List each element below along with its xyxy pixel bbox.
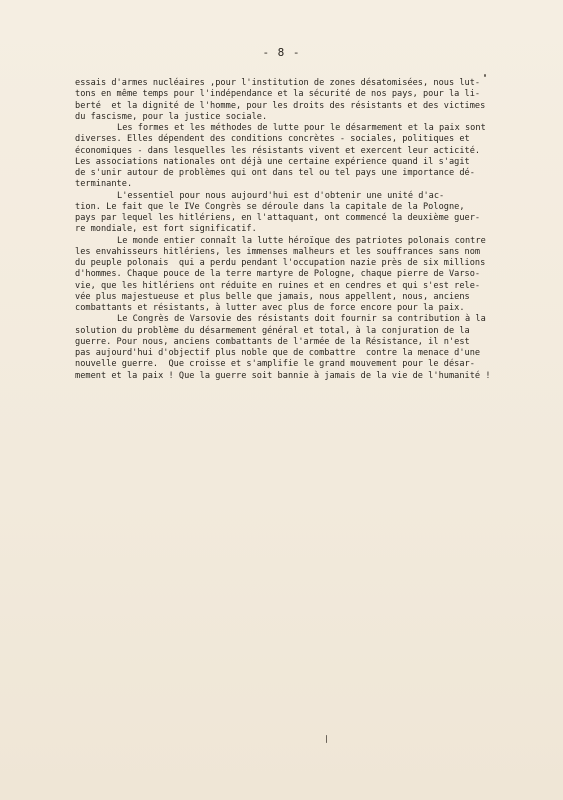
text-line: diverses. Elles dépendent des conditions concrètes - sociales, politiques et [75, 134, 470, 145]
text-line: Les associations nationales ont déjà une certaine expérience quand il s'agit [75, 156, 470, 167]
text-line: d'hommes. Chaque pouce de la terre martyre de Pologne, chaque pierre de Varso- [75, 269, 481, 280]
text-line: solution du problème du désarmement général et total, à la conjuration de la [75, 325, 470, 336]
text-line: les envahisseurs hitlériens, les immenses malheurs et les souffrances sans nom [75, 246, 481, 257]
text-line: combattants et résistants, à lutter avec plus de force encore pour la paix. [75, 303, 465, 313]
body-text [75, 78, 545, 382]
text-line: tion. Le fait que le IVe Congrès se déroule dans la capitale de la Pologne, [75, 201, 465, 212]
text-line: Le monde entier connaît la lutte héroïque des patriotes polonais contre [117, 235, 486, 246]
text-line: guerre. Pour nous, anciens combattants de l'armée de la Résistance, il n'est [75, 336, 470, 347]
ink-speck [326, 735, 327, 743]
page-number: - 8 - [262, 46, 301, 59]
text-line: re mondiale, est fort significatif. [75, 224, 257, 235]
text-line: vie, que les hitlériens ont réduite en ruines et en cendres et qui s'est rele- [75, 280, 481, 291]
text-line: du fascisme, pour la justice sociale. [75, 111, 268, 122]
ink-speck [484, 74, 486, 77]
text-line: du peuple polonais qui a perdu pendant l'occupation nazie près de six millions [75, 258, 486, 268]
text-line: économiques - dans lesquelles les résistants vivent et exercent leur acticité. [75, 145, 481, 156]
text-line: essais d'armes nucléaires ,pour l'institution de zones désatomisées, nous lut- [75, 78, 481, 88]
text-line: nouvelle guerre. Que croisse et s'amplifie le grand mouvement pour le désar- [75, 359, 475, 370]
text-line: pas aujourd'hui d'objectif plus noble que de combattre contre la menace d'une [75, 348, 481, 358]
text-line: Les formes et les méthodes de lutte pour le désarmement et la paix sont [117, 123, 486, 133]
text-line: vée plus majestueuse et plus belle que jamais, nous appellent, nous, anciens [75, 291, 470, 302]
text-line: de s'unir autour de problèmes qui ont dans tel ou tel pays une importance dé- [75, 168, 475, 178]
text-line: terminante. [75, 179, 133, 190]
text-line: berté et la dignité de l'homme, pour les droits des résistants et des victimes [75, 100, 486, 111]
text-line: Le Congrès de Varsovie des résistants doit fournir sa contribution à la [117, 314, 486, 325]
text-line: L'essentiel pour nous aujourd'hui est d'obtenir une unité d'ac- [117, 190, 445, 201]
text-line: pays par lequel les hitlériens, en l'attaquant, ont commencé la deuxième guer- [75, 213, 481, 223]
text-line: mement et la paix ! Que la guerre soit bannie à jamais de la vie de l'humanité ! [75, 370, 491, 381]
text-line: tons en même temps pour l'indépendance et la sécurité de nos pays, pour la li- [75, 89, 481, 100]
